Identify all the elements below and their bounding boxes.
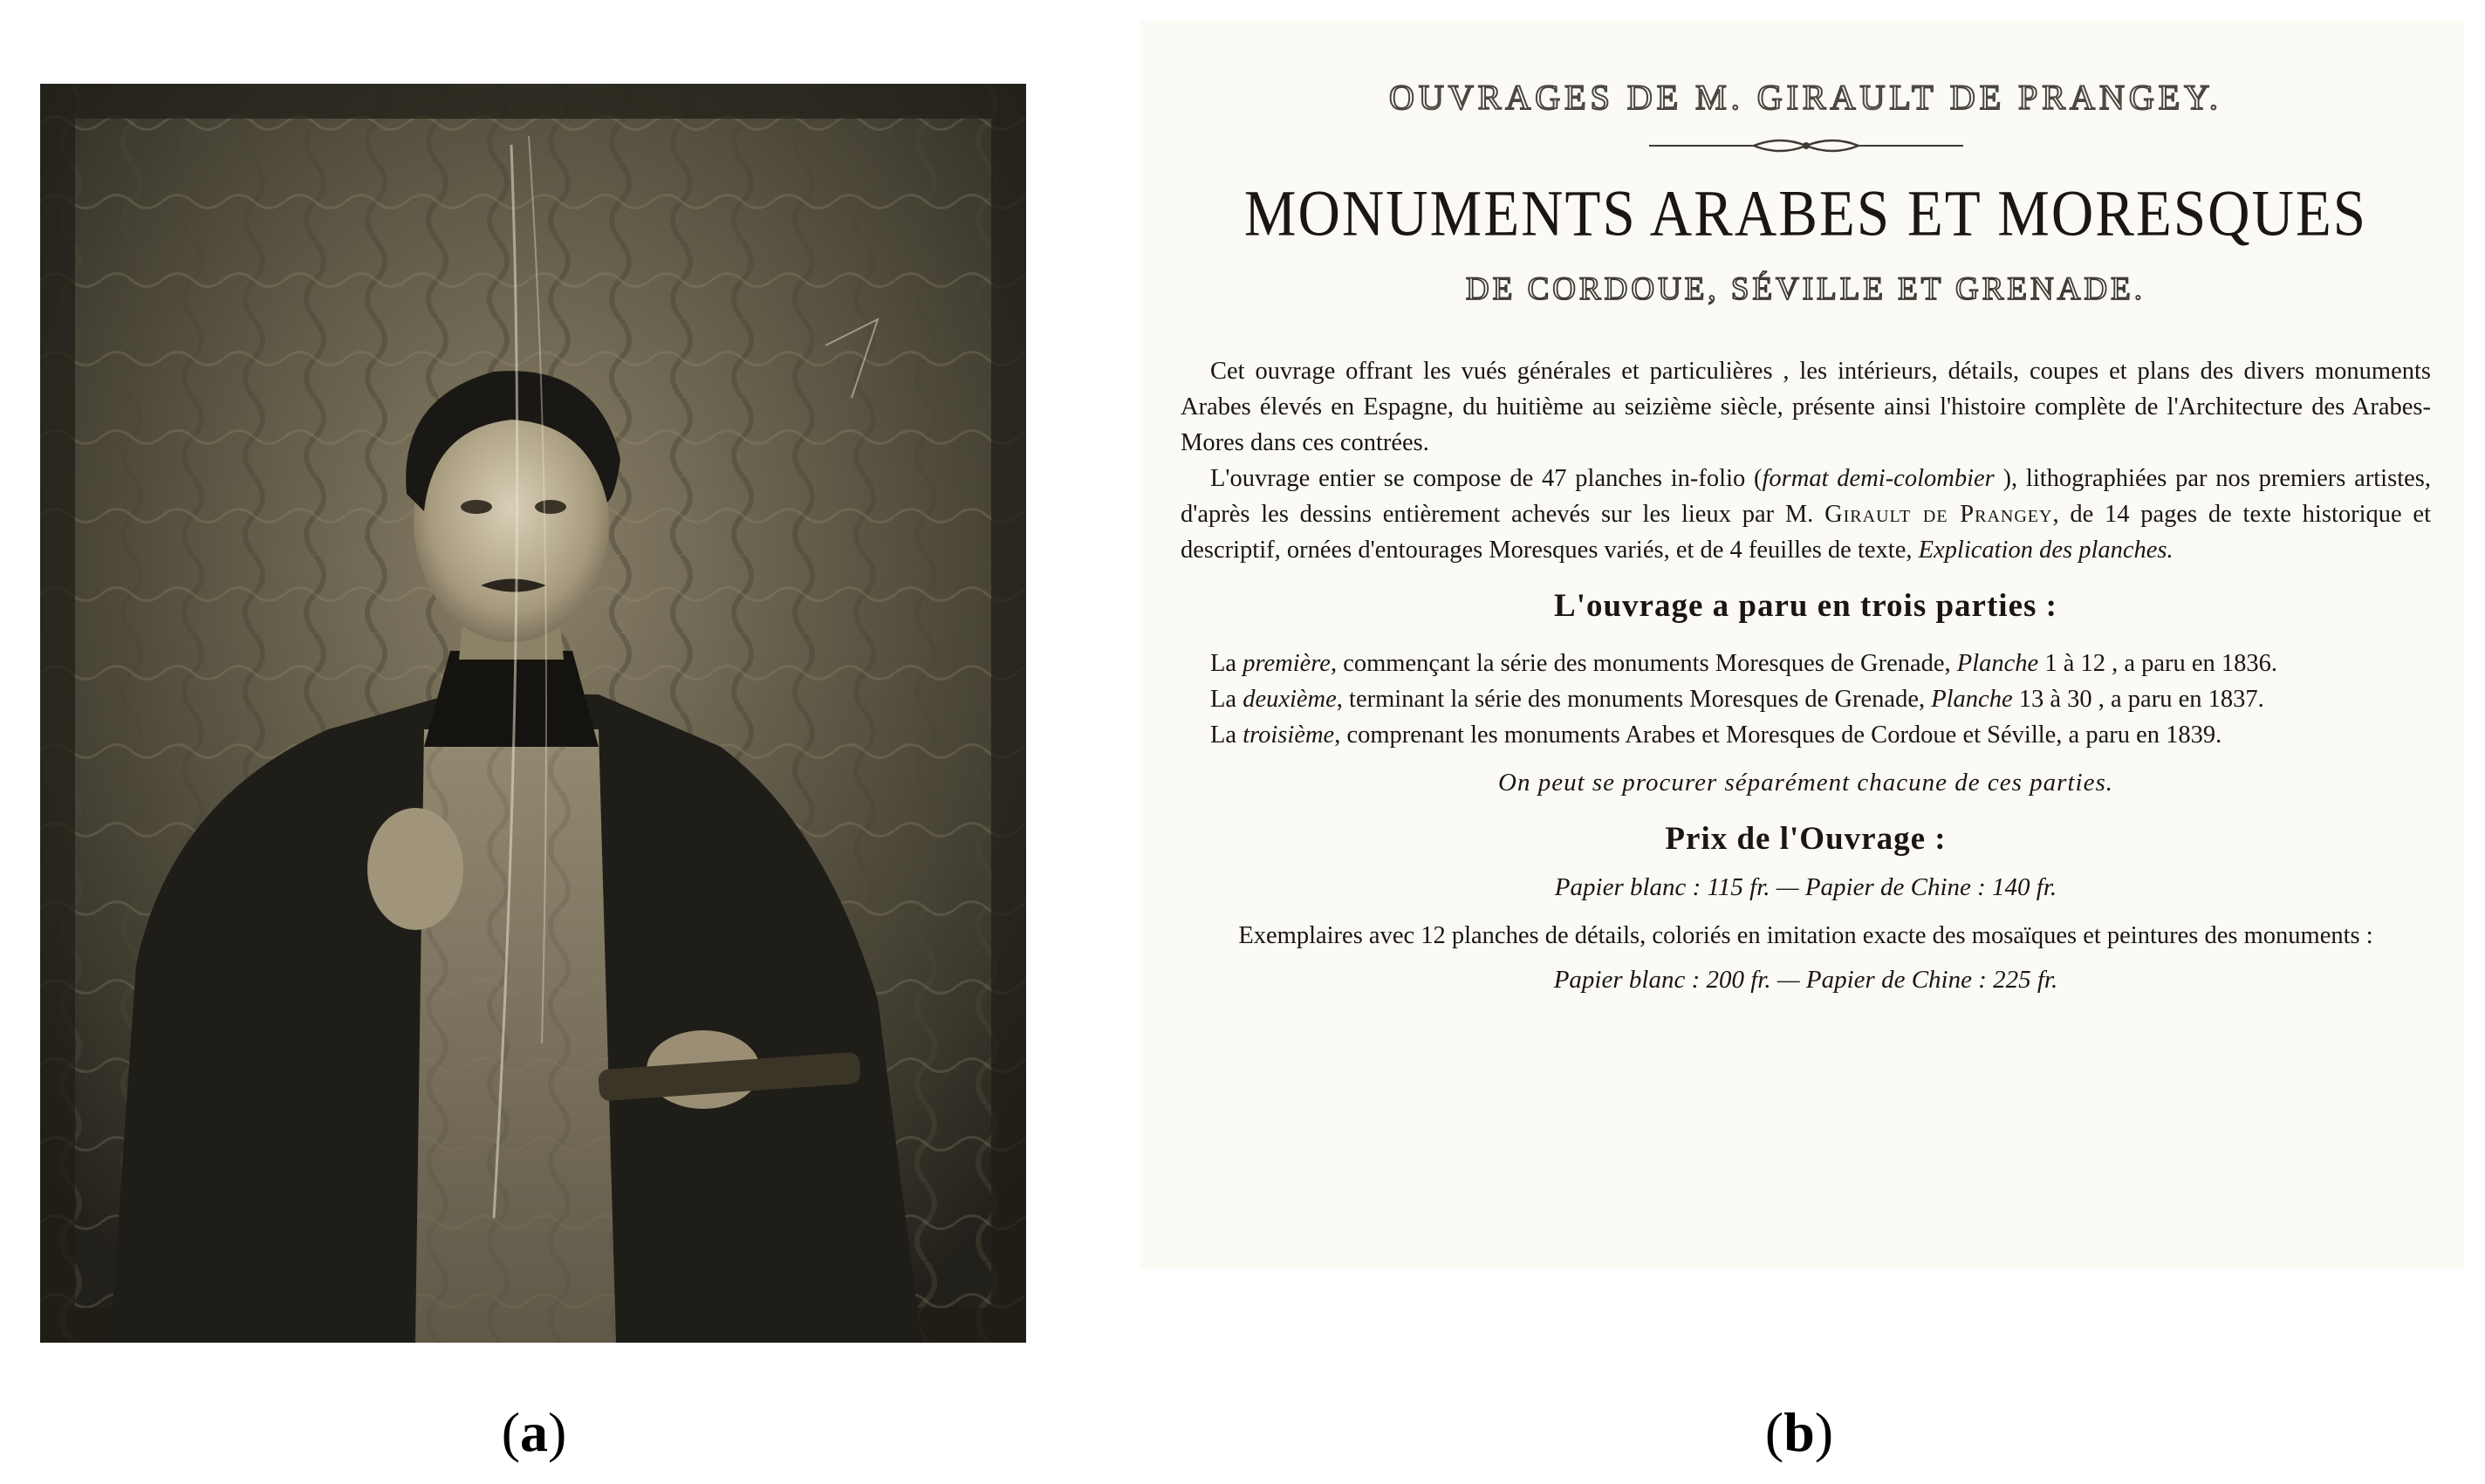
portrait-photograph: [40, 84, 1026, 1343]
part-three-text-2: , comprenant les monuments Arabes et Moresques de Cordoue et Séville, a paru en 1839.: [1334, 721, 2222, 749]
caption-b-close: ): [1814, 1401, 1834, 1463]
paragraph-description: Cet ouvrage offrant les vués générales et particulières , les intérieurs, détails, coupes et plans des divers monuments Arabes élevés en Espagne, du huitième au seizième siècle, présente ainsi l'histoire complète de l'Architecture des Arabes-Mores dans ces contrées.: [1181, 358, 2431, 456]
part-three-ordinal: troisième: [1242, 721, 1335, 749]
caption-b: [1712, 1400, 1886, 1465]
part-two-text-2: , terminant la série des monuments Moresques de Grenade,: [1336, 686, 1932, 713]
caption-a-letter: a: [520, 1401, 548, 1463]
composition-explanation: Explication des planches.: [1918, 537, 2174, 564]
part-three-text-1: La: [1210, 721, 1243, 749]
ornament-divider-icon: [1649, 135, 1963, 156]
price-standard: Papier blanc : 115 fr. — Papier de Chine : 140 fr.: [1554, 873, 2057, 901]
part-two: [1181, 681, 2431, 717]
price-coloured-note: Exemplaires avec 12 planches de détails, coloriés en imitation exacte des mosaïques et peintures des monuments :: [1238, 922, 2373, 949]
part-one-planche: Planche: [1956, 650, 2039, 677]
caption-a-close: ): [548, 1401, 567, 1463]
part-one-ordinal: première: [1242, 650, 1331, 677]
price-coloured: Papier blanc : 200 fr. — Papier de Chine : 225 fr.: [1553, 966, 2058, 994]
part-two-text-1: La: [1210, 686, 1243, 713]
portrait-illustration: [40, 84, 1026, 1343]
notice-header: OUVRAGES DE M. GIRAULT DE PRANGEY.: [1389, 78, 2222, 117]
separate-purchase-note: On peut se procurer séparément chacune de ces parties.: [1498, 769, 2113, 797]
part-one: [1181, 646, 2431, 681]
caption-b-open: (: [1764, 1401, 1784, 1463]
composition-text-1: L'ouvrage entier se compose de 47 planches in-folio (: [1210, 465, 1763, 492]
caption-a: [447, 1400, 621, 1465]
notice-subtitle: DE CORDOUE, SÉVILLE ET GRENADE.: [1466, 271, 2146, 307]
part-two-text-3: 13 à 30 , a paru en 1837.: [2012, 686, 2264, 713]
part-two-ordinal: deuxième: [1242, 686, 1337, 713]
part-one-text-2: , commençant la série des monuments Moresques de Grenade,: [1330, 650, 1957, 677]
book-notice: [1140, 21, 2464, 1269]
composition-text-2: ), lithographiées par nos premiers artistes, d'après les dessins entièrement achevés sur les lieux par M.: [1181, 465, 2431, 528]
part-one-text-1: La: [1210, 650, 1243, 677]
part-two-planche: Planche: [1931, 686, 2013, 713]
composition-text-3: , de 14 pages de texte historique et descriptif, ornées d'entourages Moresques variés, et de 4 feuilles de texte,: [1181, 501, 2431, 564]
paragraph-composition: [1181, 461, 2431, 568]
part-one-text-3: 1 à 12 , a paru en 1836.: [2038, 650, 2278, 677]
price-heading: Prix de l'Ouvrage :: [1665, 821, 1947, 857]
composition-author: Girault de Prangey: [1824, 501, 2053, 528]
composition-format: format demi-colombier: [1762, 465, 1995, 492]
notice-title: MONUMENTS ARABES ET MORESQUES: [1243, 177, 2368, 250]
caption-b-letter: b: [1783, 1401, 1815, 1463]
parts-heading: L'ouvrage a paru en trois parties :: [1554, 588, 2057, 624]
caption-a-open: (: [501, 1401, 520, 1463]
part-three: [1181, 717, 2431, 753]
